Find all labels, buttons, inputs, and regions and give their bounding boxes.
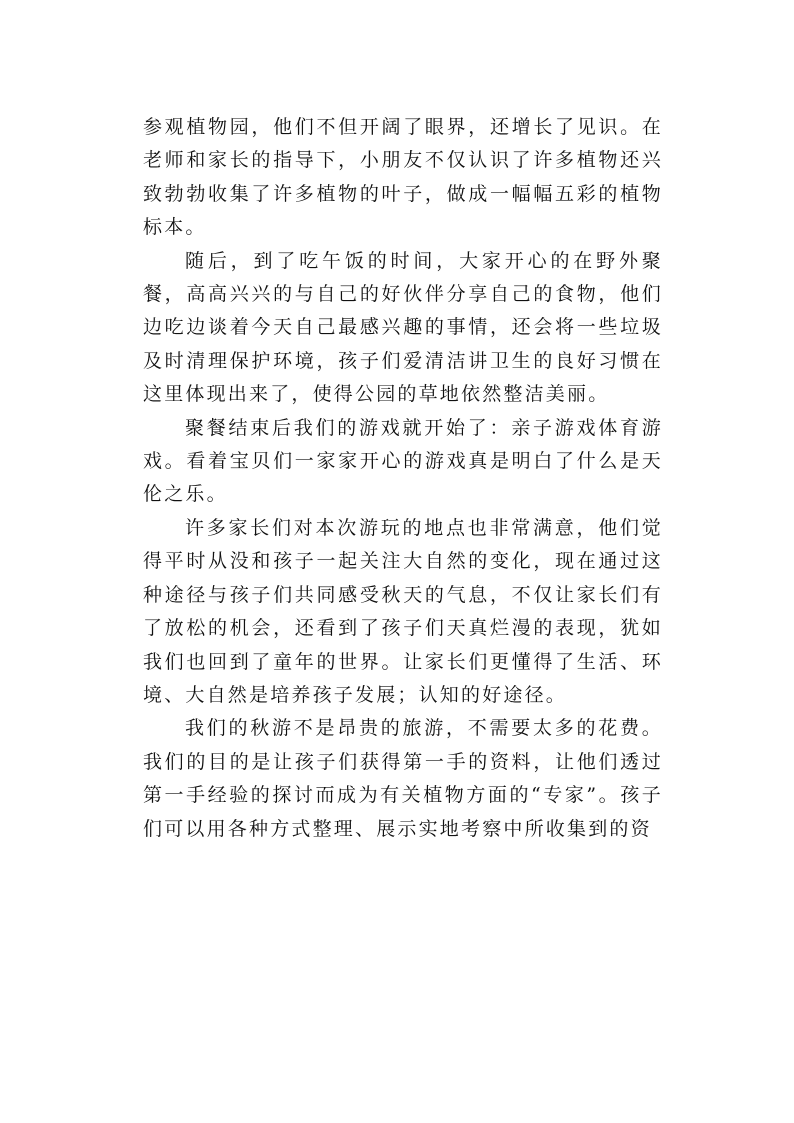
paragraph-1: 参观植物园，他们不但开阔了眼界，还增长了见识。在老师和家长的指导下，小朋友不仅认识了许多植物还兴致勃勃收集了许多植物的叶子，做成一幅幅五彩的植物标本。: [143, 116, 663, 239]
paragraph-5: 我们的秋游不是昂贵的旅游，不需要太多的花费。我们的目的是让孩子们获得第一手的资料，让他们透过第一手经验的探讨而成为有关植物方面的“专家”。孩子们可以用各种方式整理、展示实地考察中所收集到的资: [143, 717, 663, 840]
document-body: [143, 111, 663, 846]
paragraph-3: 聚餐结束后我们的游戏就开始了：亲子游戏体育游戏。看着宝贝们一家家开心的游戏真是明白了什么是天伦之乐。: [143, 416, 663, 506]
paragraph-4: 许多家长们对本次游玩的地点也非常满意，他们觉得平时从没和孩子一起关注大自然的变化，现在通过这种途径与孩子们共同感受秋天的气息，不仅让家长们有了放松的机会，还看到了孩子们天真烂漫的表现，犹如我们也回到了童年的世界。让家长们更懂得了生活、环境、大自然是培养孩子发展；认知的好途径。: [143, 516, 663, 706]
paragraph-2: 随后，到了吃午饭的时间，大家开心的在野外聚餐，高高兴兴的与自己的好伙伴分享自己的食物，他们边吃边谈着今天自己最感兴趣的事情，还会将一些垃圾及时清理保护环境，孩子们爱清洁讲卫生的良好习惯在这里体现出来了，使得公园的草地依然整洁美丽。: [143, 249, 663, 406]
